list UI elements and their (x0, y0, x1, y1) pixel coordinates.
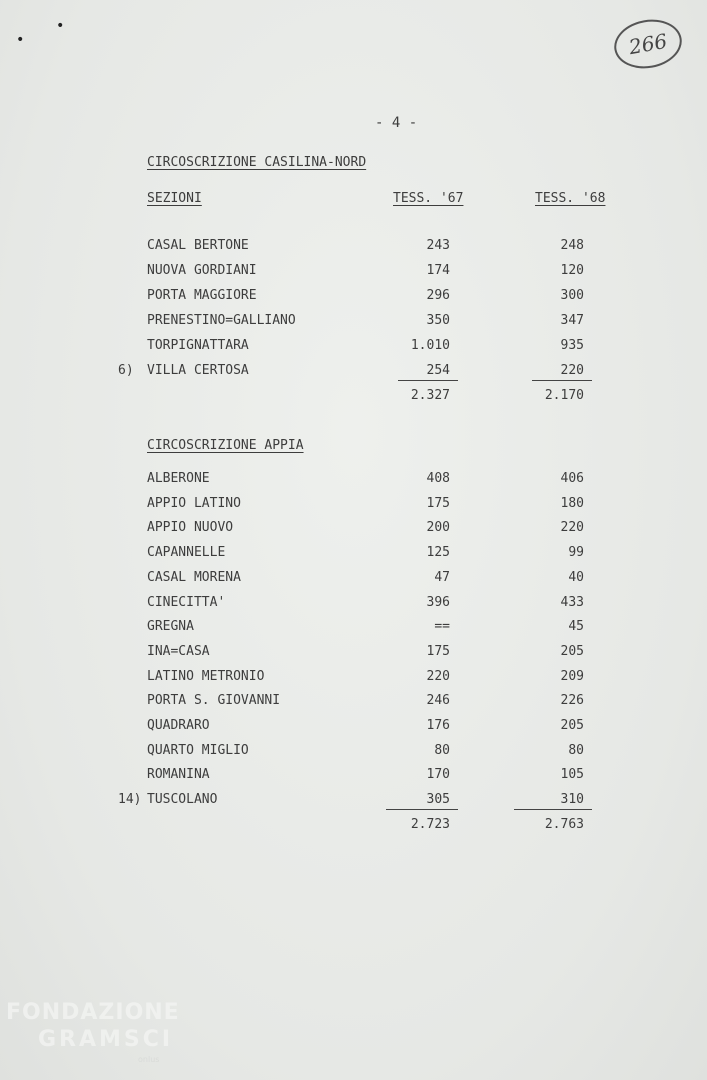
ink-dot: • (16, 32, 25, 48)
page-number: - 4 - (375, 115, 418, 131)
row-value-68: 40 (568, 569, 584, 585)
row-value-67: 174 (426, 263, 450, 278)
row-value-67: == (434, 619, 450, 635)
row-name: CINECITTA' (147, 594, 226, 610)
row-value-68: 310 (560, 792, 584, 808)
row-name: APPIO LATINO (147, 495, 241, 511)
row-value-68: 205 (560, 643, 584, 659)
sum-rule (532, 380, 592, 381)
row-value-67: 47 (434, 569, 450, 585)
row-value-67: 125 (426, 545, 450, 561)
row-value-67: 176 (426, 718, 450, 733)
row-name: PORTA S. GIOVANNI (147, 693, 281, 709)
row-name: PRENESTINO=GALLIANO (147, 313, 296, 328)
section-count-label: 14) (118, 792, 142, 808)
sum-rule (386, 809, 458, 810)
row-value-67: 1.010 (410, 338, 450, 353)
row-value-67: 170 (426, 767, 450, 783)
row-value-68: 935 (560, 338, 584, 353)
column-header-tess-67: TESS. '67 (393, 191, 464, 206)
row-value-68: 105 (560, 767, 584, 783)
total-67: 2.327 (410, 388, 450, 403)
ink-dot: • (56, 18, 65, 34)
row-value-67: 296 (426, 288, 450, 303)
section-count-label: 6) (118, 363, 134, 378)
column-header-sezioni: SEZIONI (147, 191, 202, 206)
row-name: INA=CASA (147, 643, 210, 659)
row-name: CASAL MORENA (147, 569, 241, 585)
row-name: TUSCOLANO (147, 792, 218, 808)
row-value-68: 99 (568, 545, 584, 561)
row-value-67: 254 (426, 363, 450, 378)
row-name: CASAL BERTONE (147, 238, 249, 253)
row-name: APPIO NUOVO (147, 520, 234, 536)
row-name: CAPANNELLE (147, 545, 226, 561)
row-value-67: 200 (426, 520, 450, 536)
row-name: ROMANINA (147, 767, 210, 783)
total-68: 2.170 (544, 388, 584, 403)
row-value-68: 205 (560, 718, 584, 733)
row-value-67: 350 (426, 313, 450, 328)
row-name: LATINO METRONIO (147, 668, 265, 684)
row-value-68: 209 (560, 668, 584, 684)
row-value-68: 180 (560, 495, 584, 511)
row-name: PORTA MAGGIORE (147, 288, 257, 303)
row-name: VILLA CERTOSA (147, 363, 249, 378)
archive-number-stamp: 266 (610, 14, 685, 73)
sum-rule (514, 809, 592, 810)
row-value-68: 248 (560, 238, 584, 253)
row-name: NUOVA GORDIANI (147, 263, 257, 278)
row-value-68: 45 (568, 619, 584, 635)
row-value-67: 80 (434, 742, 450, 758)
row-value-67: 396 (426, 594, 450, 610)
row-value-67: 305 (426, 792, 450, 808)
row-value-67: 175 (426, 495, 450, 511)
row-name: QUARTO MIGLIO (147, 742, 249, 758)
row-name: ALBERONE (147, 471, 210, 486)
row-value-68: 347 (560, 313, 584, 328)
section-title-casilina-nord: CIRCOSCRIZIONE CASILINA-NORD (147, 155, 367, 170)
row-value-67: 175 (426, 643, 450, 659)
row-value-67: 243 (426, 238, 450, 253)
row-name: QUADRARO (147, 718, 210, 733)
total-68: 2.763 (544, 817, 584, 832)
row-name: TORPIGNATTARA (147, 338, 249, 353)
sum-rule (398, 380, 458, 381)
row-value-68: 406 (560, 471, 584, 486)
row-value-68: 220 (560, 520, 584, 536)
row-value-68: 220 (560, 363, 584, 378)
row-value-68: 226 (560, 693, 584, 709)
row-name: GREGNA (147, 619, 194, 635)
row-value-67: 246 (426, 693, 450, 709)
row-value-67: 220 (426, 668, 450, 684)
row-value-68: 300 (560, 288, 584, 303)
total-67: 2.723 (410, 817, 450, 832)
fondazione-gramsci-logo: FONDAZIONE GRAMSCI (6, 1000, 180, 1052)
logo-subtitle: onlus (138, 1055, 160, 1064)
row-value-67: 408 (426, 471, 450, 486)
section-title-appia: CIRCOSCRIZIONE APPIA (147, 438, 304, 453)
column-header-tess-68: TESS. '68 (535, 191, 606, 206)
row-value-68: 80 (568, 742, 584, 758)
row-value-68: 120 (560, 263, 584, 278)
row-value-68: 433 (560, 594, 584, 610)
